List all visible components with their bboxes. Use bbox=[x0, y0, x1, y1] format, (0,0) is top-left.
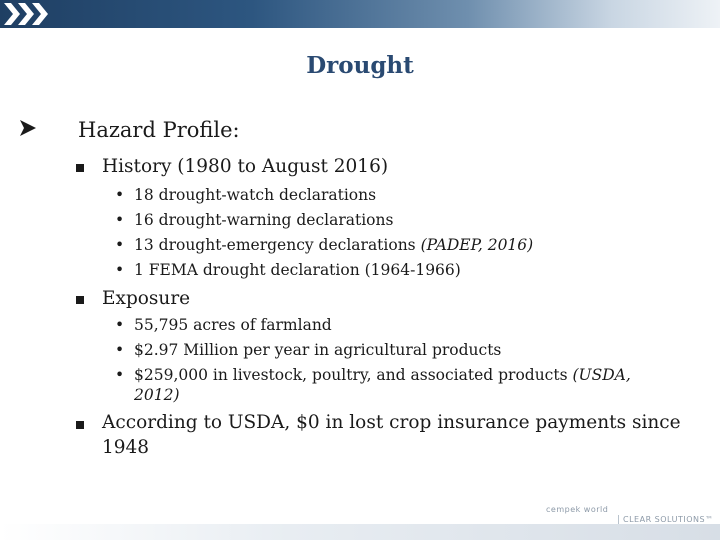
section-label-line2: 1948 bbox=[102, 437, 150, 458]
bullet-dot-icon: • bbox=[115, 261, 125, 279]
bullet-dot-icon: • bbox=[115, 316, 125, 334]
section-label-line1: According to USDA, $0 in lost crop insurance payments since bbox=[102, 412, 681, 433]
citation: (USDA, bbox=[572, 366, 631, 384]
bullet-dot-icon: • bbox=[115, 366, 125, 384]
citation: (PADEP, 2016) bbox=[420, 236, 534, 254]
arrow-bullet-icon bbox=[18, 118, 40, 142]
bottom-banner bbox=[0, 524, 720, 540]
bullet-dot-icon: • bbox=[115, 186, 125, 204]
chevron-arrows-icon bbox=[4, 3, 56, 25]
square-bullet-icon bbox=[76, 164, 84, 172]
hazard-profile-heading bbox=[18, 118, 240, 142]
square-bullet-icon bbox=[76, 421, 84, 429]
top-banner bbox=[0, 0, 720, 28]
bullet-dot-icon: • bbox=[115, 236, 125, 254]
section-label: Exposure bbox=[102, 288, 191, 309]
bullet-dot-icon: • bbox=[115, 211, 125, 229]
bullet-dot-icon: • bbox=[115, 341, 125, 359]
heading-text: Hazard Profile: bbox=[78, 118, 240, 142]
slide-title: Drought bbox=[306, 52, 414, 79]
section-label: History (1980 to August 2016) bbox=[102, 156, 389, 177]
square-bullet-icon bbox=[76, 296, 84, 304]
citation: 2012) bbox=[134, 386, 180, 404]
